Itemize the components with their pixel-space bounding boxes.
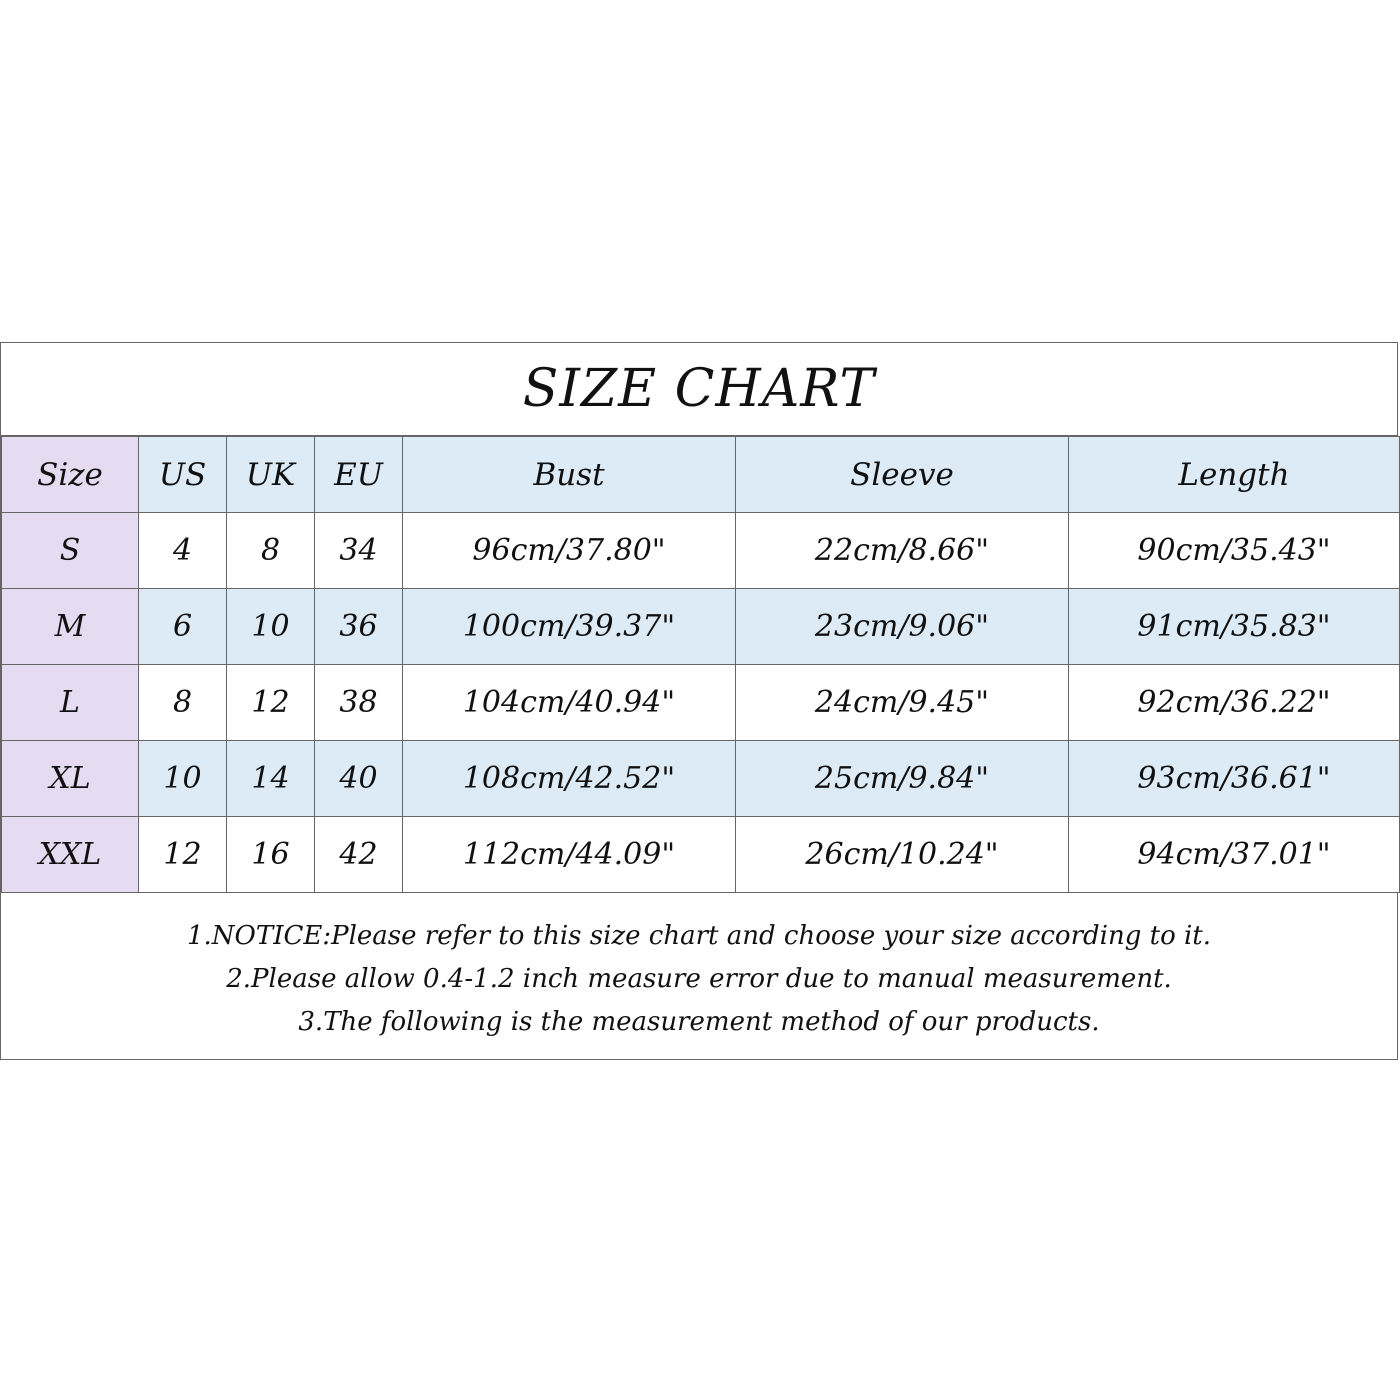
size-cell: M [2,589,139,665]
notes-block [1,897,1397,1061]
sleeve-cell: 24cm/9.45" [736,665,1069,741]
note-line: 2.Please allow 0.4-1.2 inch measure error due to manual measurement. [226,963,1172,994]
length-cell: 94cm/37.01" [1069,817,1400,893]
bust-cell: 96cm/37.80" [403,513,736,589]
eu-cell: 36 [315,589,403,665]
length-cell: 90cm/35.43" [1069,513,1400,589]
size-cell: L [2,665,139,741]
uk-cell: 16 [227,817,315,893]
note-line: 3.The following is the measurement method of our products. [298,1006,1100,1037]
sleeve-cell: 23cm/9.06" [736,589,1069,665]
header-length: Length [1069,437,1400,513]
eu-cell: 40 [315,741,403,817]
size-cell: XL [2,741,139,817]
bust-cell: 104cm/40.94" [403,665,736,741]
header-size: Size [2,437,139,513]
size-table [1,436,1400,893]
length-cell: 91cm/35.83" [1069,589,1400,665]
sleeve-cell: 26cm/10.24" [736,817,1069,893]
size-chart [0,342,1398,1060]
header-sleeve: Sleeve [736,437,1069,513]
length-cell: 92cm/36.22" [1069,665,1400,741]
eu-cell: 42 [315,817,403,893]
table-row [2,513,1400,589]
size-cell: S [2,513,139,589]
bust-cell: 112cm/44.09" [403,817,736,893]
size-cell: XXL [2,817,139,893]
uk-cell: 8 [227,513,315,589]
table-row [2,741,1400,817]
header-us: US [139,437,227,513]
table-row [2,589,1400,665]
us-cell: 6 [139,589,227,665]
header-row [2,437,1400,513]
us-cell: 4 [139,513,227,589]
eu-cell: 38 [315,665,403,741]
us-cell: 12 [139,817,227,893]
length-cell: 93cm/36.61" [1069,741,1400,817]
chart-title: SIZE CHART [1,343,1397,436]
header-eu: EU [315,437,403,513]
header-uk: UK [227,437,315,513]
bust-cell: 108cm/42.52" [403,741,736,817]
sleeve-cell: 22cm/8.66" [736,513,1069,589]
note-line: 1.NOTICE:Please refer to this size chart and choose your size according to it. [186,920,1212,951]
header-bust: Bust [403,437,736,513]
sleeve-cell: 25cm/9.84" [736,741,1069,817]
uk-cell: 12 [227,665,315,741]
bust-cell: 100cm/39.37" [403,589,736,665]
uk-cell: 10 [227,589,315,665]
table-row [2,817,1400,893]
uk-cell: 14 [227,741,315,817]
us-cell: 8 [139,665,227,741]
us-cell: 10 [139,741,227,817]
eu-cell: 34 [315,513,403,589]
table-row [2,665,1400,741]
